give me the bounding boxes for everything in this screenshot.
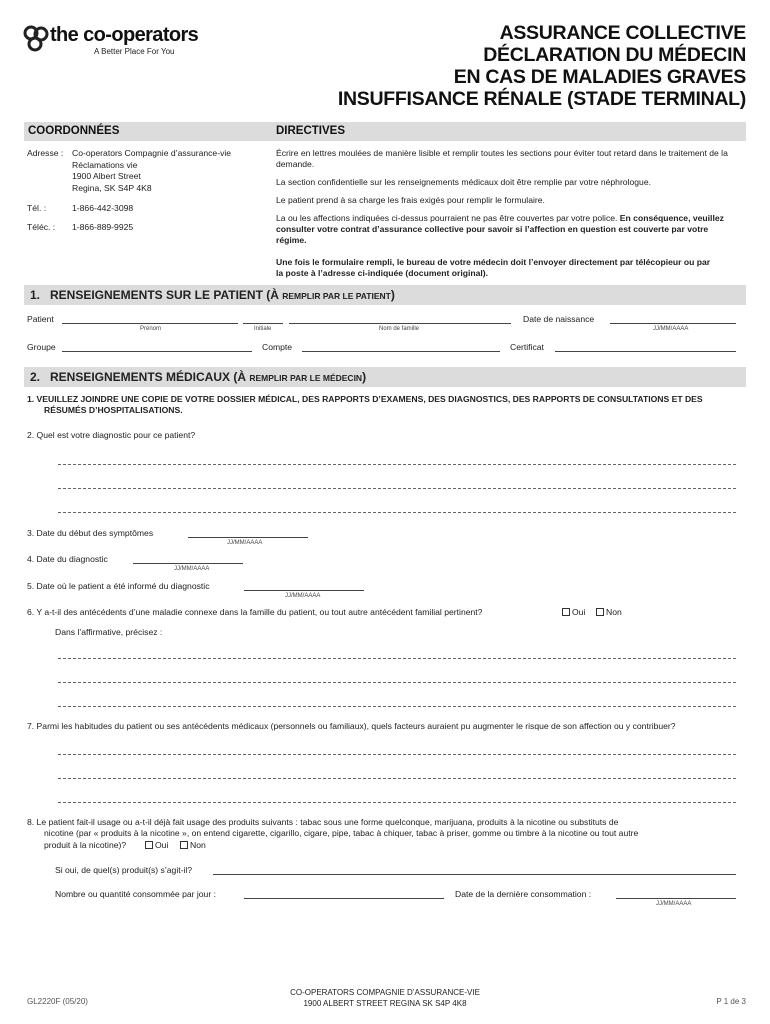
directive-2: La section confidentielle sur les renseignements médicaux doit être remplie par votre néphrologue. — [276, 177, 651, 187]
date-diagnostic-field[interactable] — [133, 563, 243, 564]
compte-label: Compte — [262, 342, 293, 352]
q8-derniere-field[interactable] — [616, 898, 736, 899]
form-code: GL2220F (05/20) — [27, 997, 88, 1006]
question-1: 1. VEUILLEZ JOINDRE UNE COPIE DE VOTRE DOSSIER MÉDICAL, DES RAPPORTS D’EXAMENS, DES DIAGNOSTICS, DES RAPPORTS DE CONSULTATIONS ET DES RÉSUMÉS D’HOSPITALISATIONS. — [27, 394, 703, 415]
section-2-title: RENSEIGNEMENTS MÉDICAUX (À REMPLIR PAR LE MÉDECIN) — [50, 370, 367, 384]
form-title: ASSURANCE COLLECTIVE DÉCLARATION DU MÉDECIN EN CAS DE MALADIES GRAVES INSUFFISANCE RÉNALE (STADE TERMINAL) — [337, 22, 746, 110]
patient-label: Patient — [27, 314, 54, 324]
compte-field[interactable] — [302, 351, 500, 352]
prenom-hint: Prénom — [140, 326, 162, 332]
question-7: 7. Parmi les habitudes du patient ou ses antécédents médicaux (personnels ou familiaux), quels facteurs auraient pu augmenter le risque de son affection ou y contribuer? — [27, 721, 676, 731]
question-4: 4. Date du diagnostic — [27, 554, 108, 564]
q7-line-1[interactable] — [58, 754, 736, 755]
nom-famille-hint: Nom de famille — [379, 326, 420, 332]
question-6: 6. Y a-t-il des antécédents d’une maladie connexe dans la famille du patient, ou tout autre antécédent familial pertinent? — [27, 607, 483, 617]
naissance-hint: JJ/MM/AAAA — [653, 326, 689, 332]
directive-3: Le patient prend à sa charge les frais exigés pour remplir le formulaire. — [276, 195, 545, 205]
q6-line-2[interactable] — [58, 682, 736, 683]
groupe-field[interactable] — [62, 351, 252, 352]
naissance-label: Date de naissance — [523, 314, 595, 324]
groupe-label: Groupe — [27, 342, 56, 352]
debut-symptomes-hint: JJ/MM/AAAA — [227, 540, 263, 546]
directive-4: La ou les affections indiquées ci-dessus pourraient ne pas être couvertes par votre police. En conséquence, veuillez consulter votre contrat d’assurance collective pour savoir si l’affection en question est couverte par votre régime. — [276, 213, 724, 245]
diagnostic-line-1[interactable] — [58, 464, 736, 465]
directives-heading: DIRECTIVES — [276, 125, 346, 137]
question-5: 5. Date où le patient a été informé du diagnostic — [27, 581, 210, 591]
q8-derniere-hint: JJ/MM/AAAA — [656, 901, 692, 907]
q8-produits-label: Si oui, de quel(s) produit(s) s’agit-il? — [55, 865, 193, 875]
telec-label: Téléc. : — [27, 222, 56, 232]
q6-precisez-label: Dans l’affirmative, précisez : — [55, 627, 163, 637]
date-informe-field[interactable] — [244, 590, 364, 591]
date-informe-hint: JJ/MM/AAAA — [285, 593, 321, 599]
diagnostic-line-3[interactable] — [58, 512, 736, 513]
q8-produits-field[interactable] — [213, 874, 736, 875]
logo-tagline: A Better Place For You — [94, 47, 175, 56]
footer-address: CO-OPERATORS COMPAGNIE D’ASSURANCE-VIE 1900 ALBERT STREET REGINA SK S4P 4K8 — [290, 988, 480, 1008]
naissance-field[interactable] — [610, 323, 736, 324]
q8-oui-option[interactable]: Oui — [145, 840, 168, 851]
q6-oui-option[interactable]: Oui — [562, 607, 585, 618]
initiale-hint: Initiale — [254, 326, 272, 332]
initiale-field[interactable] — [243, 323, 283, 324]
q6-line-1[interactable] — [58, 658, 736, 659]
section-1-title: RENSEIGNEMENTS SUR LE PATIENT (À REMPLIR PAR LE PATIENT) — [50, 288, 395, 302]
logo-text: the co-operators — [50, 24, 199, 46]
q7-line-2[interactable] — [58, 778, 736, 779]
section-1-bar: 1. RENSEIGNEMENTS SUR LE PATIENT (À REMPLIR PAR LE PATIENT) — [24, 285, 746, 305]
adresse-label: Adresse : — [27, 148, 64, 158]
directive-5: Une fois le formulaire rempli, le bureau de votre médecin doit l’envoyer directement par télécopieur ou par la poste à l’adresse ci-indiquée (document original). — [276, 257, 711, 278]
q8-non-option[interactable]: Non — [180, 840, 206, 851]
telec-value: 1-866-889-9925 — [72, 222, 134, 232]
certificat-label: Certificat — [510, 342, 544, 352]
question-3: 3. Date du début des symptômes — [27, 528, 154, 538]
coordonnees-heading: COORDONNÉES — [28, 125, 120, 137]
certificat-field[interactable] — [555, 351, 736, 352]
adresse-block: Co-operators Compagnie d’assurance-vie Réclamations vie 1900 Albert Street Regina, SK S4P 4K8 — [72, 148, 232, 193]
co-operators-logo-icon — [22, 24, 50, 54]
q6-oui-checkbox[interactable] — [562, 608, 570, 616]
q6-non-checkbox[interactable] — [596, 608, 604, 616]
question-8-end: produit à la nicotine)? — [44, 840, 127, 850]
q6-line-3[interactable] — [58, 706, 736, 707]
q6-non-option[interactable]: Non — [596, 607, 622, 618]
question-8: 8. Le patient fait-il usage ou a-t-il déjà fait usage des produits suivants : tabac sous une forme quelconque, marijuana, produits à la nicotine ou substituts de nicotine (par « produits à la nicotine », on entend cigarette, cigarillo, cigare, pipe, tabac à chiquer, tabac à priser, gomme ou timbre à la nicotine ou tout autre — [27, 817, 639, 838]
page-number: P 1 de 3 — [716, 997, 746, 1006]
q8-quantite-label: Nombre ou quantité consommée par jour : — [55, 889, 216, 899]
tel-label: Tél. : — [27, 203, 47, 213]
directive-1: Écrire en lettres moulées de manière lisible et remplir toutes les sections pour éviter tout retard dans le traitement de la demande. — [276, 148, 728, 169]
prenom-field[interactable] — [62, 323, 238, 324]
tel-value: 1-866-442-3098 — [72, 203, 134, 213]
info-header-bar — [24, 122, 746, 141]
debut-symptomes-field[interactable] — [188, 537, 308, 538]
question-2: 2. Quel est votre diagnostic pour ce patient? — [27, 430, 196, 440]
nom-famille-field[interactable] — [289, 323, 511, 324]
q8-quantite-field[interactable] — [244, 898, 444, 899]
q7-line-3[interactable] — [58, 802, 736, 803]
q8-oui-checkbox[interactable] — [145, 841, 153, 849]
q8-derniere-label: Date de la dernière consommation : — [455, 889, 592, 899]
section-2-bar: 2. RENSEIGNEMENTS MÉDICAUX (À REMPLIR PAR LE MÉDECIN) — [24, 367, 746, 387]
date-diagnostic-hint: JJ/MM/AAAA — [174, 566, 210, 572]
q8-non-checkbox[interactable] — [180, 841, 188, 849]
diagnostic-line-2[interactable] — [58, 488, 736, 489]
